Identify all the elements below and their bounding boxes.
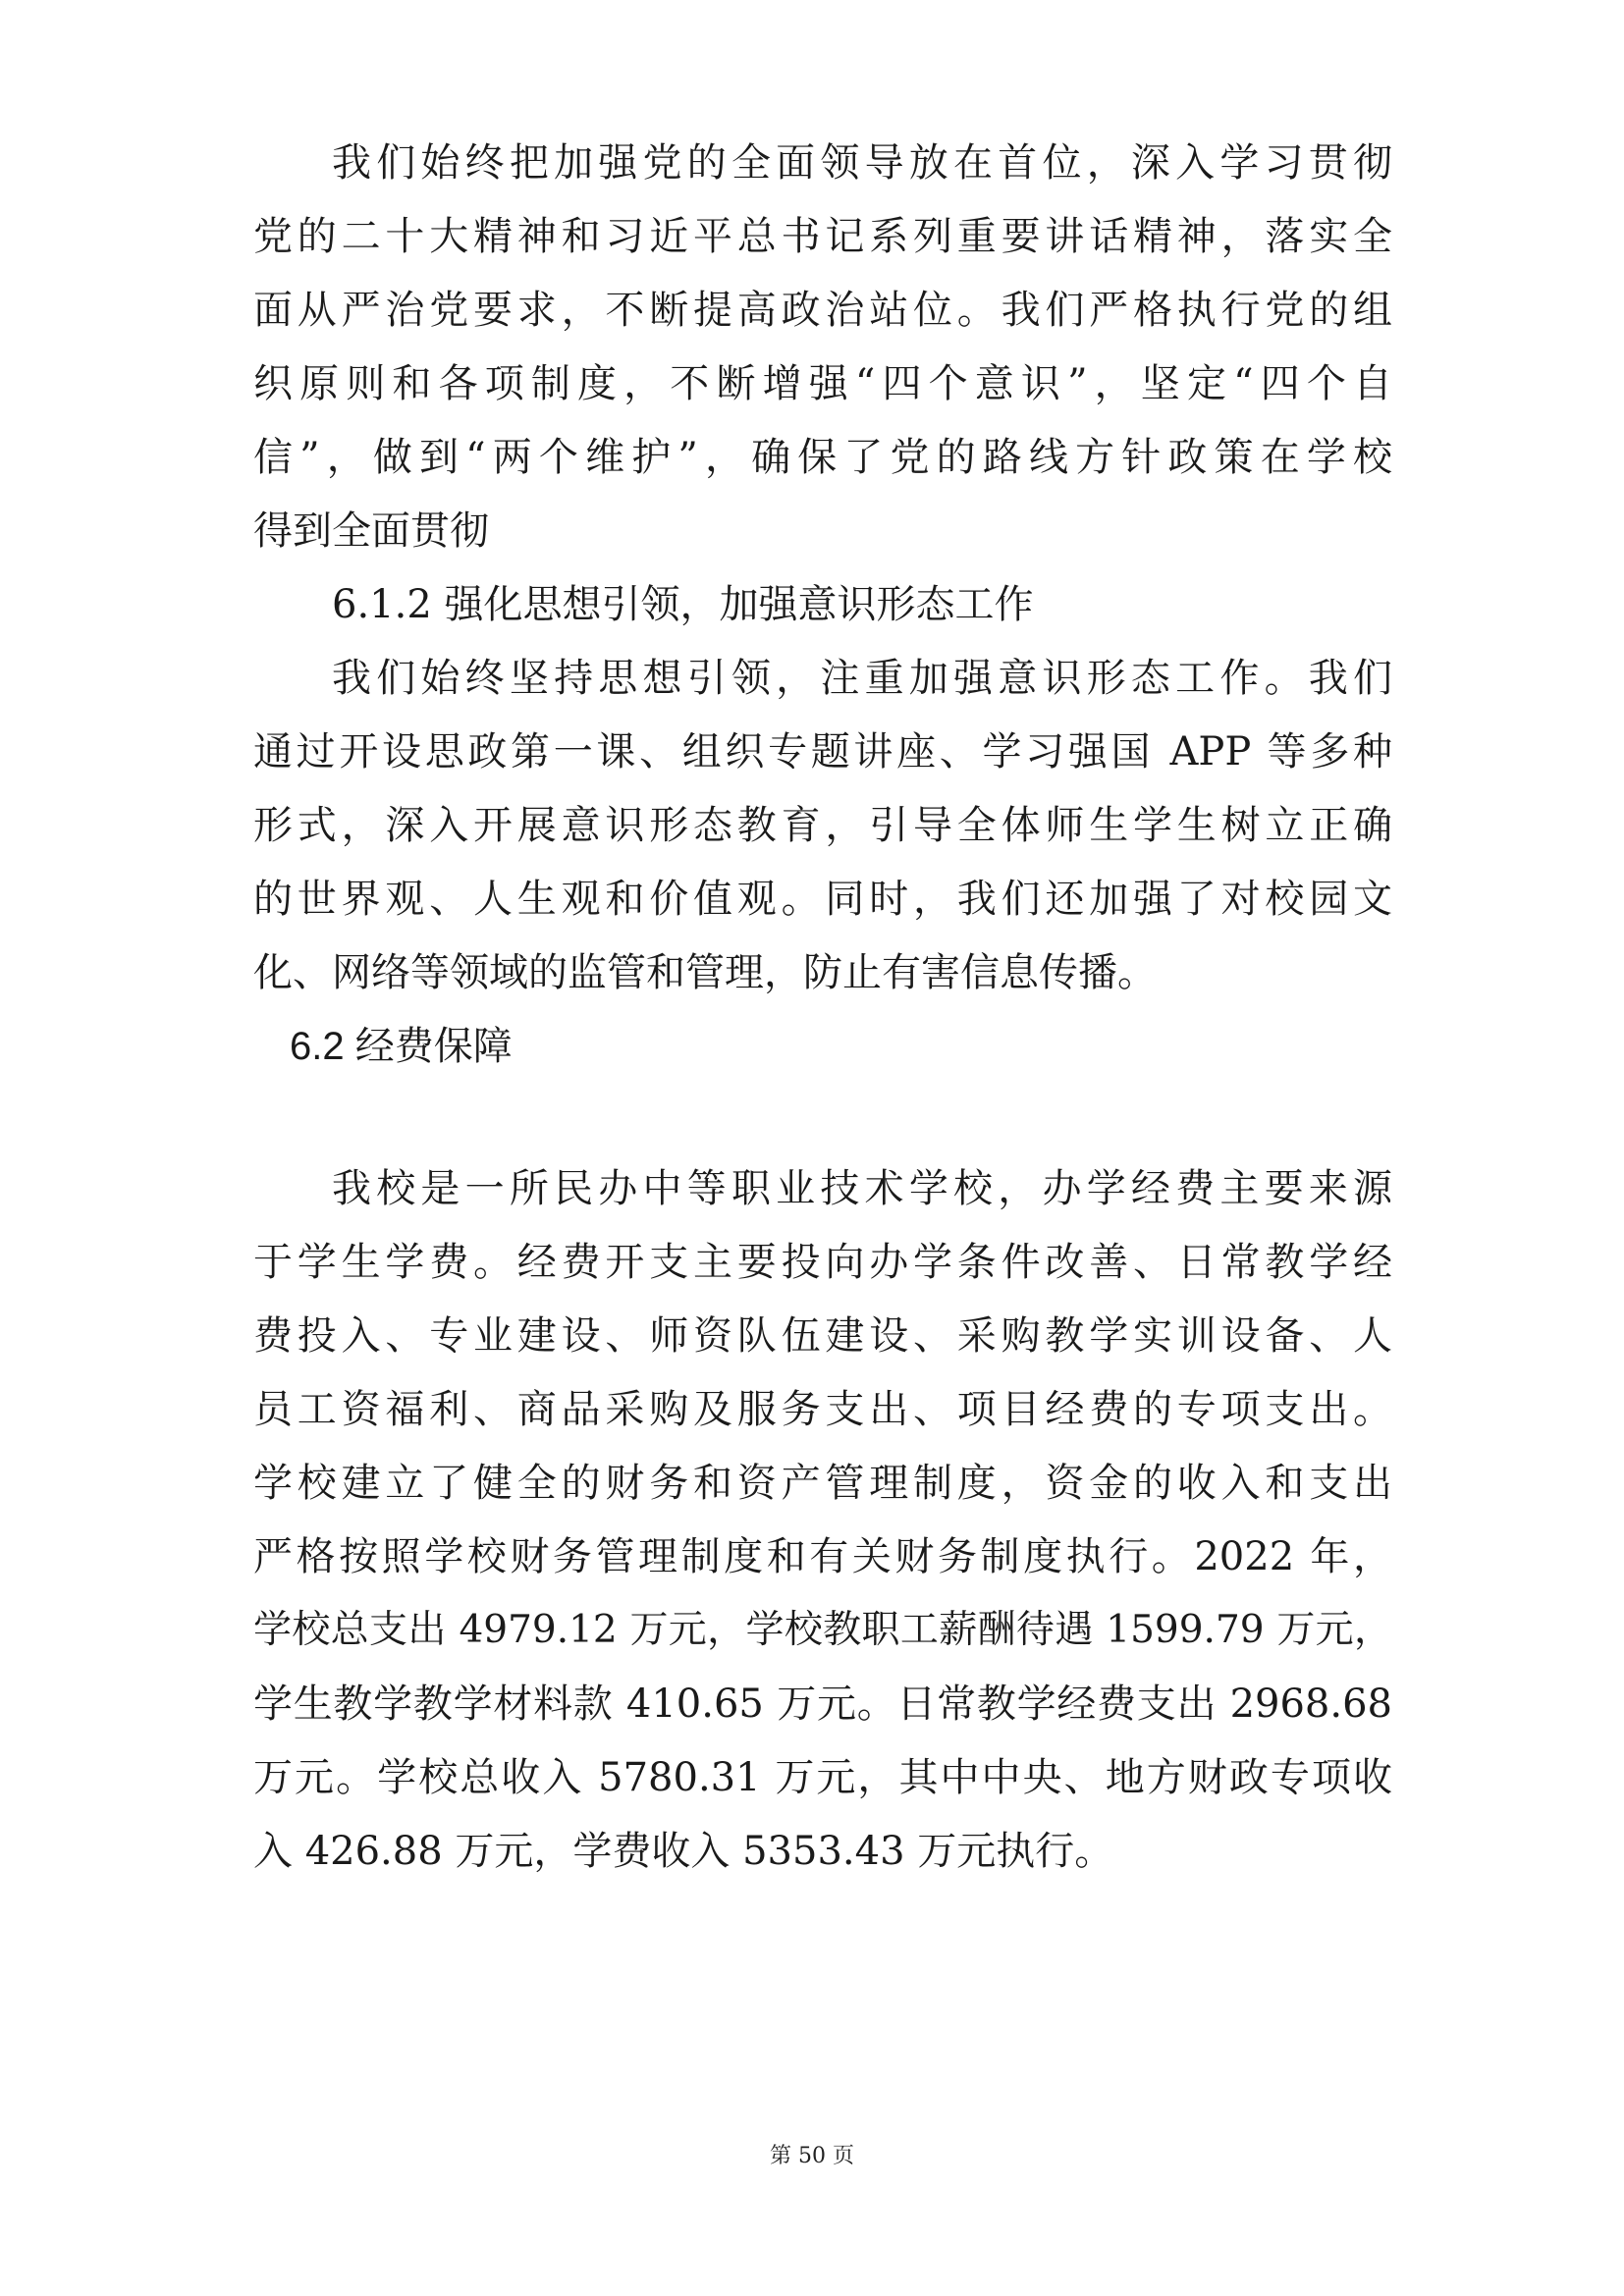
- paragraph-line: 费投入、专业建设、师资队伍建设、采购教学实训设备、人: [253, 1313, 1392, 1359]
- paragraph-line: 我们始终坚持思想引领，注重加强意识形态工作。我们: [332, 656, 1392, 701]
- paragraph-line: 党的二十大精神和习近平总书记系列重要讲话精神，落实全: [253, 214, 1392, 259]
- section-heading: 6.1.2 强化思想引领，加强意识形态工作: [332, 582, 1034, 627]
- section-heading: 6.2 经费保障: [290, 1025, 513, 1068]
- paragraph-line: 我们始终把加强党的全面领导放在首位，深入学习贯彻: [332, 140, 1392, 186]
- paragraph-line: 入 426.88 万元，学费收入 5353.43 万元执行。: [253, 1829, 1114, 1874]
- paragraph-line: 形式，深入开展意识形态教育，引导全体师生学生树立正确: [253, 803, 1392, 848]
- paragraph-line: 得到全面贯彻: [253, 508, 489, 554]
- paragraph-line: 通过开设思政第一课、组织专题讲座、学习强国 APP 等多种: [253, 729, 1392, 774]
- paragraph-line: 员工资福利、商品采购及服务支出、项目经费的专项支出。: [253, 1387, 1392, 1432]
- paragraph-line: 我校是一所民办中等职业技术学校，办学经费主要来源: [332, 1166, 1392, 1211]
- paragraph-line: 学生教学教学材料款 410.65 万元。日常教学经费支出 2968.68: [253, 1682, 1392, 1727]
- paragraph-line: 织原则和各项制度，不断增强“四个意识”，坚定“四个自: [253, 361, 1392, 406]
- paragraph-line: 严格按照学校财务管理制度和有关财务制度执行。2022 年，: [253, 1534, 1392, 1579]
- paragraph-line: 学校建立了健全的财务和资产管理制度，资金的收入和支出: [253, 1461, 1392, 1506]
- paragraph-line: 面从严治党要求，不断提高政治站位。我们严格执行党的组: [253, 288, 1392, 333]
- paragraph-line: 学校总支出 4979.12 万元，学校教职工薪酬待遇 1599.79 万元，: [253, 1608, 1392, 1652]
- page-number: 第 50 页: [770, 2144, 854, 2168]
- paragraph-line: 万元。学校总收入 5780.31 万元，其中中央、地方财政专项收: [253, 1755, 1392, 1800]
- paragraph-line: 于学生学费。经费开支主要投向办学条件改善、日常教学经: [253, 1240, 1392, 1285]
- paragraph-line: 信”，做到“两个维护”，确保了党的路线方针政策在学校: [253, 435, 1392, 480]
- paragraph-line: 的世界观、人生观和价值观。同时，我们还加强了对校园文: [253, 877, 1392, 922]
- paragraph-line: 化、网络等领域的监管和管理，防止有害信息传播。: [253, 950, 1157, 995]
